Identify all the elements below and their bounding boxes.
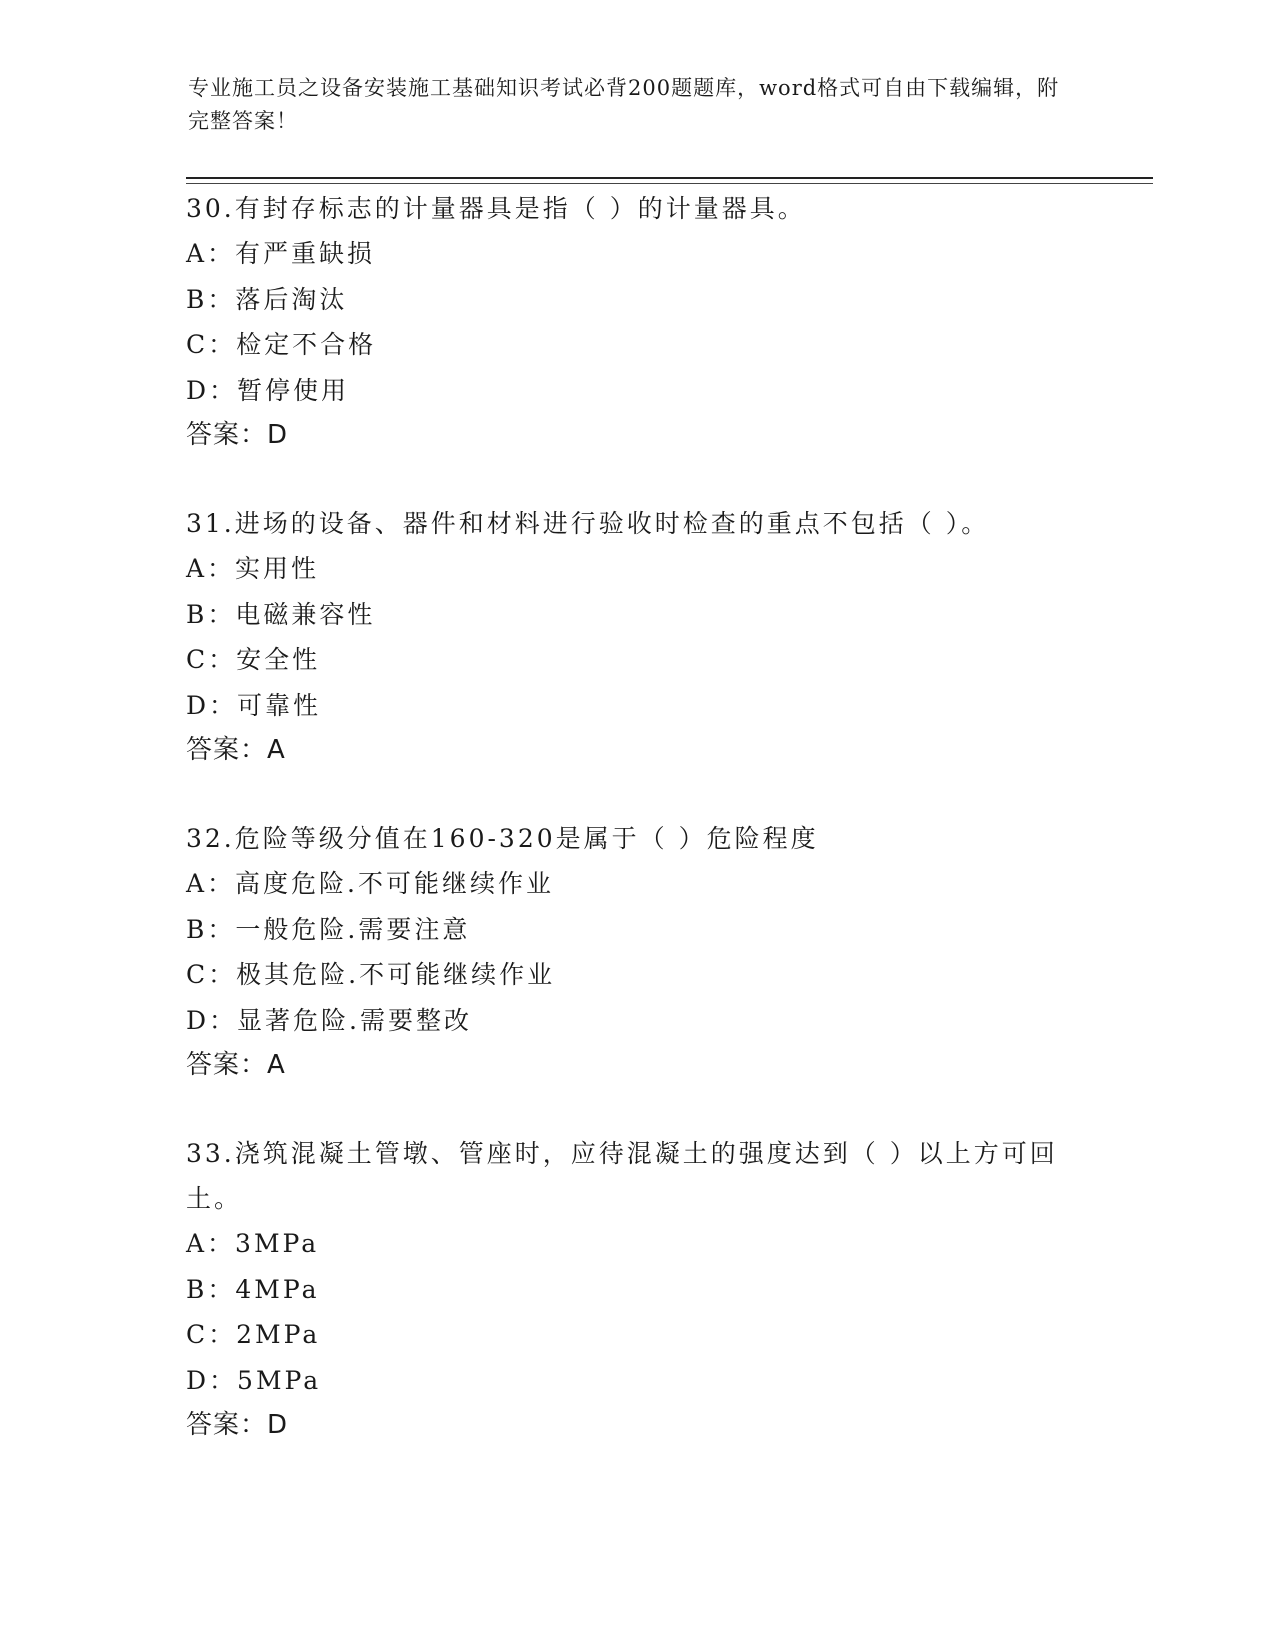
header-divider-thick — [186, 177, 1153, 179]
option-b: B：电磁兼容性 — [186, 599, 376, 629]
option-d: D：显著危险.需要整改 — [186, 1005, 472, 1035]
question-33 — [186, 1131, 1106, 1448]
answer: 答案：D — [186, 420, 289, 450]
option-b: B：落后淘汰 — [186, 284, 348, 314]
question-32 — [186, 816, 1106, 1088]
question-stem: 32.危险等级分值在160-320是属于（ ）危险程度 — [186, 824, 819, 853]
option-d: D：5MPa — [186, 1365, 322, 1395]
question-stem: 33.浇筑混凝土管墩、管座时，应待混凝土的强度达到（ ）以上方可回土。 — [186, 1139, 1058, 1213]
option-a: A：有严重缺损 — [186, 239, 376, 268]
answer: 答案：D — [186, 1410, 289, 1440]
option-b: B：4MPa — [186, 1274, 320, 1304]
answer: 答案：A — [186, 735, 286, 765]
document-header: 专业施工员之设备安装施工基础知识考试必背200题题库，word格式可自由下载编辑，附完整答案！ — [188, 76, 1060, 133]
answer: 答案：A — [186, 1050, 286, 1080]
option-b: B：一般危险.需要注意 — [186, 914, 471, 944]
option-a: A：高度危险.不可能继续作业 — [186, 869, 555, 898]
option-a: A：实用性 — [186, 554, 320, 583]
question-list — [186, 186, 1106, 1491]
option-c: C：安全性 — [186, 645, 321, 674]
option-c: C：检定不合格 — [186, 330, 377, 359]
header-divider-thin — [186, 183, 1153, 184]
option-d: D：可靠性 — [186, 690, 322, 720]
option-a: A：3MPa — [186, 1229, 320, 1258]
option-d: D：暂停使用 — [186, 375, 350, 405]
option-c: C：极其危险.不可能继续作业 — [186, 960, 556, 989]
question-31 — [186, 501, 1106, 773]
question-30 — [186, 186, 1106, 458]
question-stem: 30.有封存标志的计量器具是指（ ）的计量器具。 — [186, 194, 806, 223]
option-c: C：2MPa — [186, 1320, 321, 1349]
question-stem: 31.进场的设备、器件和材料进行验收时检查的重点不包括（ ）。 — [186, 509, 990, 538]
